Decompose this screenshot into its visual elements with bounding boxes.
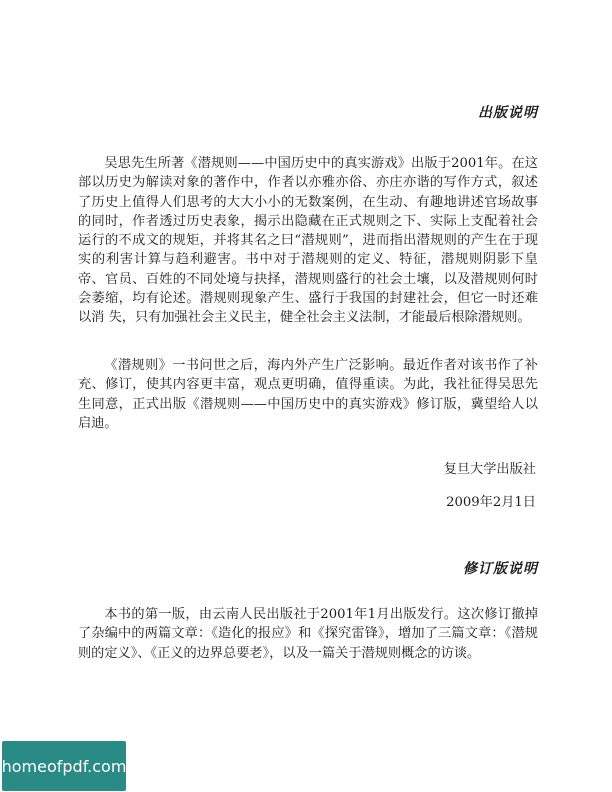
publisher-signature: 复旦大学出版社 [443, 462, 536, 477]
publisher-note-heading: 出版说明 [478, 105, 538, 121]
watermark-logo [2, 741, 126, 791]
publish-date: 2009年2月1日 [446, 495, 536, 510]
publisher-note-paragraph-1: 吴思先生所著《潜规则——中国历史中的真实游戏》出版于2001年。在这部以历史为解读对象的著作中，作者以亦雅亦俗、亦庄亦谐的写作方式，叙述了历史上值得人们思考的大大小小的无数案例，在生动、有趣地讲述官场故事的同时，作者透过历史表象，揭示出隐藏在正式规则之下、实际上支配着社会运行的不成文的规矩，并将其名之曰“潜规则”，进而指出潜规则的产生在于现实的利害计算与趋利避害。书中对于潜规则的定义、特征，潜规则阴影下皇帝、官员、百姓的不同处境与抉择，潜规则盛行的社会土壤，以及潜规则何时会萎缩，均有论述。潜规则现象产生、盛行于我国的封建社会，但它一时还难以消 失，只有加强社会主义民主，健全社会主义法制，才能最后根除潜规则。 [78, 156, 538, 326]
watermark-text: homeofpdf.com [1, 756, 127, 776]
publisher-note-paragraph-2: 《潜规则》一书问世之后，海内外产生广泛影响。最近作者对该书作了补充、修订，使其内容更丰富，观点更明确，值得重读。为此，我社征得吴思先生同意，正式出版《潜规则——中国历史中的真实游戏》修订版，冀望给人以启迪。 [78, 358, 538, 431]
revision-note-heading: 修订版说明 [463, 561, 538, 577]
revision-note-paragraph-1: 本书的第一版，由云南人民出版社于2001年1月出版发行。这次修订撤掉了杂编中的两篇文章：《造化的报应》和《探究雷锋》，增加了三篇文章：《潜规则的定义》、《正义的边界总要老》，以及一篇关于潜规则概念的访谈。 [78, 607, 538, 661]
